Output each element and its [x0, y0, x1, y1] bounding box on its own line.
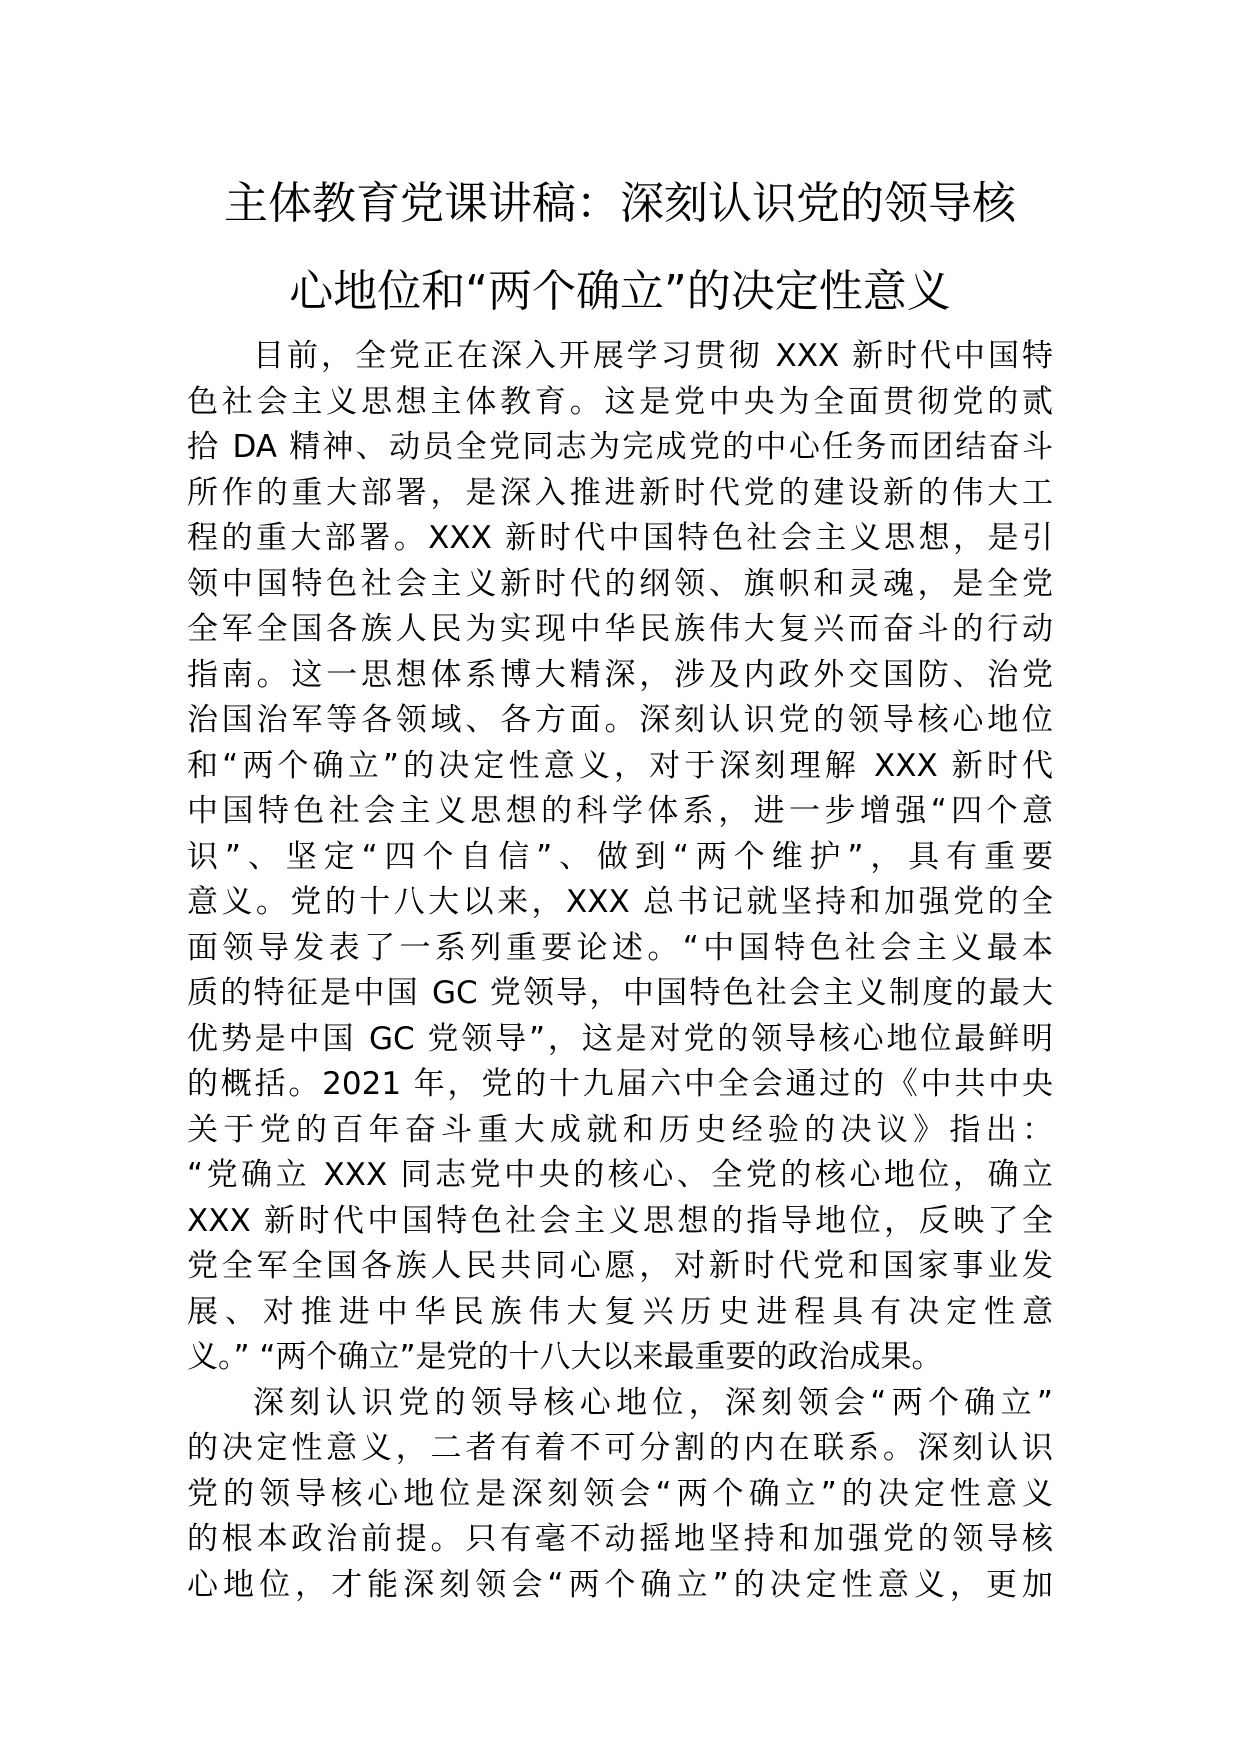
paragraph-line: 程的重大部署。XXX 新时代中国特色社会主义思想，是引	[187, 520, 1053, 556]
paragraph-line: 全军全国各族人民为实现中华民族伟大复兴而奋斗的行动	[187, 611, 1053, 647]
paragraph-line: 和“两个确立”的决定性意义，对于深刻理解 XXX 新时代	[187, 747, 1053, 784]
paragraph-line: 所作的重大部署，是深入推进新时代党的建设新的伟大工	[187, 474, 1053, 511]
paragraph-line: 色社会主义思想主体教育。这是党中央为全面贯彻党的贰	[187, 383, 1053, 420]
document-title	[180, 160, 1060, 336]
paragraph-line: 的决定性意义，二者有着不可分割的内在联系。深刻认识	[187, 1430, 1053, 1466]
paragraph-line: 领中国特色社会主义新时代的纲领、旗帜和灵魂，是全党	[187, 565, 1053, 602]
paragraph-line: “党确立 XXX 同志党中央的核心、全党的核心地位，确立	[187, 1157, 1053, 1193]
paragraph-line: 治国治军等各领域、各方面。深刻认识党的领导核心地位	[187, 702, 1053, 738]
paragraph-line: 党的领导核心地位是深刻领会“两个确立”的决定性意义	[187, 1475, 1053, 1512]
paragraph-line: 中国特色社会主义思想的科学体系，进一步增强“四个意	[187, 793, 1053, 829]
paragraph-line: 深刻认识党的领导核心地位，深刻领会“两个确立”	[253, 1384, 1053, 1421]
paragraph-line: 识”、坚定“四个自信”、做到“两个维护”，具有重要	[187, 838, 1053, 875]
paragraph-line: 指南。这一思想体系博大精深，涉及内政外交国防、治党	[187, 656, 1053, 693]
paragraph-line: 优势是中国 GC 党领导”，这是对党的领导核心地位最鲜明	[187, 1020, 1053, 1057]
paragraph-line: XXX 新时代中国特色社会主义思想的指导地位，反映了全	[187, 1202, 1053, 1239]
paragraph-line: 关于党的百年奋斗重大成就和历史经验的决议》指出：	[187, 1111, 1053, 1148]
paragraph-1	[187, 334, 1053, 1381]
paragraph-line: 义。” “两个确立”是党的十八大以来最重要的政治成果。	[187, 1339, 943, 1375]
paragraph-line: 的概括。2021 年，党的十九届六中全会通过的《中共中央	[187, 1066, 1053, 1102]
paragraph-line: 意义。党的十八大以来，XXX 总书记就坚持和加强党的全	[187, 884, 1053, 920]
paragraph-2	[187, 1381, 1053, 1609]
paragraph-line: 的根本政治前提。只有毫不动摇地坚持和加强党的领导核	[187, 1521, 1053, 1557]
paragraph-line: 拾 DA 精神、动员全党同志为完成党的中心任务而团结奋斗	[187, 429, 1053, 465]
document-body	[187, 334, 1053, 1608]
paragraph-line: 质的特征是中国 GC 党领导，中国特色社会主义制度的最大	[187, 975, 1053, 1011]
paragraph-line: 党全军全国各族人民共同心愿，对新时代党和国家事业发	[187, 1248, 1053, 1284]
paragraph-line: 展、对推进中华民族伟大复兴历史进程具有决定性意	[187, 1293, 1053, 1330]
paragraph-line: 面领导发表了一系列重要论述。“中国特色社会主义最本	[187, 929, 1053, 966]
paragraph-line: 心地位，才能深刻领会“两个确立”的决定性意义，更加	[187, 1566, 1053, 1603]
title-line-1: 主体教育党课讲稿：深刻认识党的领导核	[224, 178, 1016, 229]
title-line-2: 心地位和“两个确立”的决定性意义	[289, 266, 951, 317]
paragraph-line: 目前，全党正在深入开展学习贯彻 XXX 新时代中国特	[253, 338, 1053, 374]
